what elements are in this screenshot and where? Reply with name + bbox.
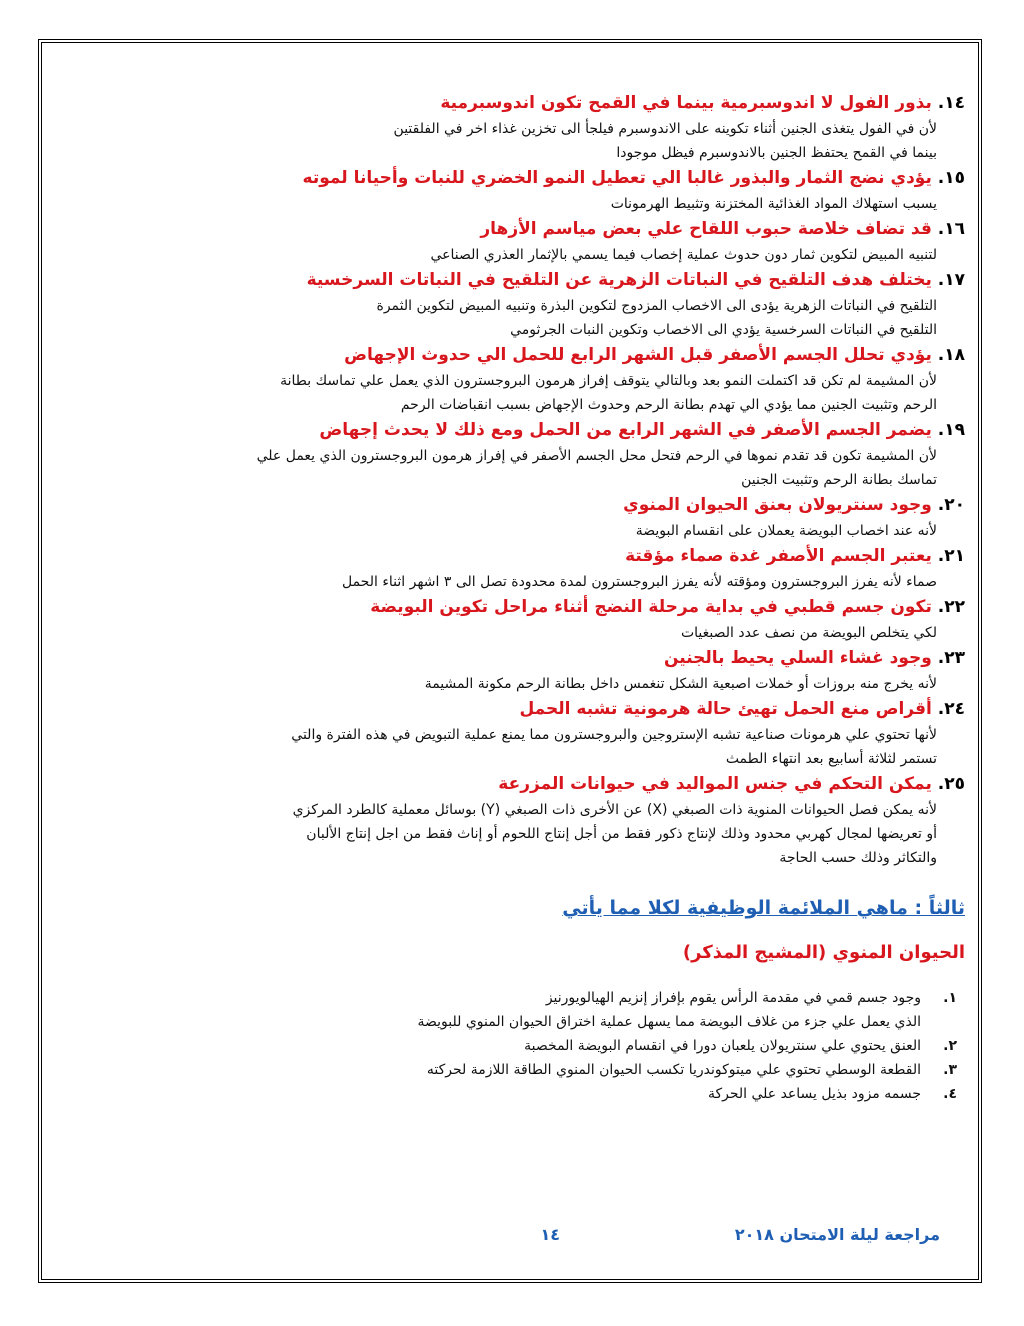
answer-line: لأنها تحتوي علي هرمونات صناعية تشبه الإستروجين والبروجسترون مما يمنع عملية التبويض في هذه الفترة والتي (291, 727, 937, 743)
answer-line: لأن المشيمة تكون قد تقدم نموها في الرحم فتحل محل الجسم الأصفر في إفراز هرمون البروجسترون الذي يعمل علي (256, 448, 937, 464)
question-number: ١٩. (937, 420, 965, 440)
question-heading (80, 594, 965, 621)
list-number (921, 1010, 957, 1034)
question-text: يضمر الجسم الأصفر في الشهر الرابع من الحمل ومع ذلك لا يحدث إجهاض (319, 420, 932, 440)
list-item (80, 1058, 957, 1082)
question-number: ٢٠. (937, 495, 965, 515)
answer-line: صماء لأنه يفرز البروجسترون ومؤقته لأنه يفرز البروجسترون لمدة محدودة تصل الى ٣ اشهر اثناء الحمل (341, 574, 937, 590)
list-number: ١. (943, 990, 957, 1006)
answer-line: التلقيح في النباتات السرخسية يؤدي الى الاخصاب وتكوين النبات الجرثومي (510, 322, 937, 338)
adaptations-list (80, 986, 965, 1106)
answer-line: لأنه يمكن فصل الحيوانات المنوية ذات الصبغي (X) عن الأخرى ذات الصبغي (Y) بوسائل معملية كالطرد المركزي (292, 802, 937, 818)
question-heading (80, 90, 965, 117)
list-number: ٣. (943, 1062, 957, 1078)
question-text: تكون جسم قطبي في بداية مرحلة النضج أثناء مراحل تكوين البويضة (370, 597, 932, 617)
question-heading (80, 696, 965, 723)
question-item (80, 645, 965, 696)
document-content (80, 90, 965, 1106)
question-number: ٢٣. (937, 648, 965, 668)
question-text: يؤدي تحلل الجسم الأصفر قبل الشهر الرابع للحمل الي حدوث الإجهاض (344, 345, 932, 365)
question-heading (80, 342, 965, 369)
question-heading (80, 543, 965, 570)
answer-line: يسبب استهلاك المواد الغذائية المختزنة وتثبيط الهرمونات (610, 196, 937, 212)
answer-line: لأن المشيمة لم تكن قد اكتملت النمو بعد وبالتالي يتوقف إفراز هرمون البروجسترون الذي يعمل علي تماسك بطانة (280, 373, 937, 389)
list-item (80, 986, 957, 1010)
question-heading (80, 165, 965, 192)
question-heading (80, 771, 965, 798)
answer-line: أو تعريضها لمجال كهربي محدود وذلك لإنتاج ذكور فقط من أجل إنتاج اللحوم أو إناث فقط من اجل إنتاج الألبان (306, 826, 937, 842)
page-footer (90, 1225, 940, 1255)
answer-line: والتكاثر وذلك حسب الحاجة (779, 850, 937, 866)
list-item (80, 1034, 957, 1058)
list-text: الذي يعمل علي جزء من غلاف البويضة مما يسهل عملية اختراق الحيوان المنوي للبويضة (417, 1014, 921, 1030)
question-number: ١٤. (937, 93, 965, 113)
answer-line: لأنه عند اخصاب البويضة يعملان على انقسام البويضة (635, 523, 937, 539)
question-number: ١٧. (937, 270, 965, 290)
question-number: ٢٢. (937, 597, 965, 617)
answer-line: تستمر لثلاثة أسابيع بعد انتهاء الطمث (725, 751, 937, 767)
question-item (80, 342, 965, 417)
question-item (80, 696, 965, 771)
question-item (80, 543, 965, 594)
question-number: ٢١. (937, 546, 965, 566)
question-number: ١٨. (937, 345, 965, 365)
list-number: ٢. (943, 1038, 957, 1054)
question-text: يختلف هدف التلقيح في النباتات الزهرية عن التلقيح في النباتات السرخسية (306, 270, 932, 290)
answer-line: التلقيح في النباتات الزهرية يؤدى الى الاخصاب المزدوج لتكوين البذرة وتنبيه المبيض لتكوين الثمرة (376, 298, 937, 314)
question-item (80, 594, 965, 645)
list-item (80, 1082, 957, 1106)
question-text: قد تضاف خلاصة حبوب اللقاح علي بعض مياسم الأزهار (480, 219, 932, 239)
page-number: ١٤ (540, 1225, 560, 1244)
question-heading (80, 216, 965, 243)
question-number: ١٥. (937, 168, 965, 188)
question-item (80, 216, 965, 267)
list-item (80, 1010, 957, 1034)
question-text: يمكن التحكم في جنس المواليد في حيوانات المزرعة (498, 774, 932, 794)
question-heading (80, 417, 965, 444)
footer-title: مراجعة ليلة الامتحان ٢٠١٨ (734, 1225, 940, 1244)
list-text: العنق يحتوي علي سنتريولان يلعبان دورا في انقسام البويضة المخصبة (524, 1038, 921, 1054)
question-heading (80, 492, 965, 519)
questions-list (80, 90, 965, 870)
answer-line: لأن في الفول يتغذى الجنين أثناء تكوينه على الاندوسبرم فيلجأ الى تخزين غذاء اخر في الفلقتين (393, 121, 937, 137)
question-heading (80, 645, 965, 672)
answer-line: لأنه يخرج منه بروزات أو خملات اصبعية الشكل تنغمس داخل بطانة الرحم مكونة المشيمة (424, 676, 937, 692)
question-item (80, 417, 965, 492)
question-item (80, 165, 965, 216)
question-text: أقراص منع الحمل تهيئ حالة هرمونية تشبه الحمل (519, 699, 932, 719)
question-text: بذور الفول لا اندوسبرمية بينما في القمح تكون اندوسبرمية (440, 93, 932, 113)
list-text: وجود جسم قمي في مقدمة الرأس يقوم بإفراز إنزيم الهيالويورنيز (545, 990, 921, 1006)
section-title: ثالثاً : ماهي الملائمة الوظيفية لكلا مما يأتي (562, 897, 965, 919)
question-text: يعتبر الجسم الأصفر غدة صماء مؤقتة (625, 546, 932, 566)
question-text: وجود غشاء السلي يحيط بالجنين (663, 648, 932, 668)
question-number: ٢٤. (937, 699, 965, 719)
question-number: ١٦. (937, 219, 965, 239)
question-item (80, 771, 965, 870)
question-item (80, 492, 965, 543)
answer-line: الرحم وتثبيت الجنين مما يؤدي الي تهدم بطانة الرحم وحدوث الإجهاض بسبب انقباضات الرحم (400, 397, 937, 413)
question-number: ٢٥. (937, 774, 965, 794)
answer-line: لكي يتخلص البويضة من نصف عدد الصبغيات (680, 625, 937, 641)
question-item (80, 90, 965, 165)
answer-line: بينما في القمح يحتفظ الجنين بالاندوسبرم فيظل موجودا (616, 145, 937, 161)
answer-line: تماسك بطانة الرحم وتثبيت الجنين (741, 472, 937, 488)
list-text: جسمه مزود بذيل يساعد علي الحركة (707, 1086, 921, 1102)
question-heading (80, 267, 965, 294)
answer-line: لتنبيه المبيض لتكوين ثمار دون حدوث عملية إخصاب فيما يسمي بالإثمار العذري الصناعي (430, 247, 937, 263)
question-item (80, 267, 965, 342)
question-text: يؤدي نضج الثمار والبذور غالبا الي تعطيل النمو الخضري للنبات وأحيانا لموته (302, 168, 932, 188)
question-text: وجود سنتريولان بعنق الحيوان المنوي (623, 495, 932, 515)
subsection-title: الحيوان المنوي (المشيج المذكر) (682, 942, 965, 963)
list-text: القطعة الوسطي تحتوي علي ميتوكوندريا تكسب الحيوان المنوي الطاقة اللازمة لحركته (426, 1062, 921, 1078)
list-number: ٤. (943, 1086, 957, 1102)
